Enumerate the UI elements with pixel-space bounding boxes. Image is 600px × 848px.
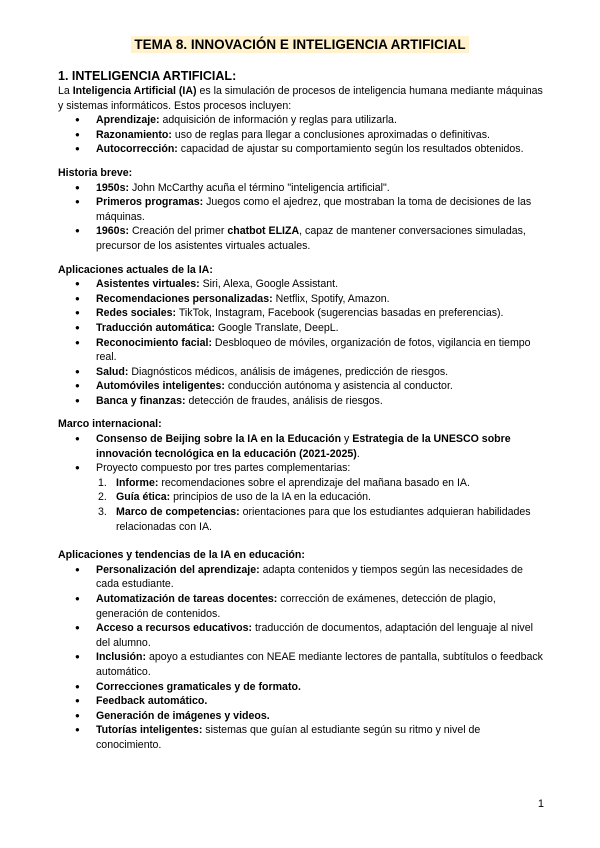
item-desc: Netflix, Spotify, Amazon. [272,292,390,305]
item-term: Acceso a recursos educativos: [96,622,253,635]
item-term: Correcciones gramaticales y de formato. [96,680,301,693]
item-term: Informe: [116,476,159,489]
section-heading-historia: Historia breve: [58,166,133,179]
title-wrap [0,36,600,54]
item-term: Recomendaciones personalizadas: [96,292,273,305]
item-term: Redes sociales: [96,307,177,320]
list-item [96,142,544,157]
list-item [96,394,544,409]
item-bold: Consenso de Beijing sobre la IA en la Educación [96,433,342,446]
item-term: Generación de imágenes y videos. [96,709,270,722]
item-term: Aprendizaje: [96,114,160,127]
item-desc: John McCarthy acuña el término "inteligencia artificial". [129,181,390,194]
item-term: Primeros programas: [96,196,204,209]
list-item [96,461,544,476]
marco-list [58,432,544,476]
item-term: Reconocimiento facial: [96,336,212,349]
item-term: Banca y finanzas: [96,394,186,407]
item-desc: principios de uso de la IA en la educación. [170,491,371,504]
list-item [96,723,544,752]
item-desc: TikTok, Instagram, Facebook (sugerencias basadas en preferencias). [176,307,504,320]
page-title: TEMA 8. INNOVACIÓN E INTELIGENCIA ARTIFICIAL [131,36,468,53]
section-heading-marco: Marco internacional: [58,418,162,431]
item-desc: Desbloqueo de móviles, organización de fotos, vigilancia en tiempo real. [96,336,531,364]
item-term: Autocorrección: [96,143,178,156]
numbered-item [98,505,544,534]
item-desc: conducción autónoma y asistencia al conductor. [224,380,453,393]
item-desc: Juegos como el ajedrez, que mostraban la toma de decisiones de las máquinas. [96,196,532,223]
item-desc: y [341,433,353,446]
item-term: Inclusión: [96,651,147,664]
item-desc: adapta contenidos y tiempos según las necesidades de cada estudiante. [96,563,523,591]
list-item [96,592,544,621]
item-term: Automatización de tareas docentes: [96,593,278,605]
list-item [96,113,544,128]
item-desc: orientaciones para que los estudiantes adquieran habilidades relacionadas con IA. [116,506,531,533]
item-term: Guía ética: [116,491,171,504]
page-number: 1 [537,798,544,810]
item-term: Marco de competencias: [116,506,240,519]
list-item [96,432,544,461]
educacion-list [58,563,544,753]
list-item [96,336,544,365]
item-desc: capacidad de ajustar su comportamiento según los resultados obtenidos. [177,143,524,156]
item-term: Traducción automática: [96,321,215,334]
intro-pre: La [58,85,73,97]
item-term: 1960s: [96,225,129,238]
list-item [96,128,544,143]
item-desc: , capaz de mantener conversaciones simuladas, precursor de los asistentes virtuales actuales. [96,225,526,252]
item-bold: Estrategia de la UNESCO sobre innovación tecnológica en la educación (2021-2025) [96,433,511,460]
list-item [96,379,544,394]
spacer [58,534,544,548]
numbered-item [98,476,544,491]
item-desc: detección de fraudes, análisis de riesgos. [185,394,383,407]
item-term: Asistentes virtuales: [96,278,200,291]
ia-process-list [58,113,544,157]
item-number: 1. [98,476,107,489]
item-term: 1950s: [96,181,129,194]
list-item [96,563,544,592]
list-item [96,195,544,224]
item-desc: uso de reglas para llegar a conclusiones aproximadas o definitivas. [171,128,490,141]
item-desc: Diagnósticos médicos, análisis de imágenes, predicción de riesgos. [128,365,449,378]
marco-sublist [58,476,544,534]
item-desc: adquisición de información y reglas para utilizarla. [159,114,397,127]
section-heading-ia: 1. INTELIGENCIA ARTIFICIAL: [58,69,237,83]
list-item [96,365,544,380]
list-item [96,292,544,307]
item-desc: . [356,447,360,460]
list-item [96,709,544,724]
item-number: 2. [98,491,107,504]
item-desc: traducción de documentos, adaptación del lenguaje al nivel del alumno. [96,622,533,649]
aplicaciones-list [58,277,544,408]
list-item [96,680,544,695]
list-item [96,694,544,709]
list-item [96,650,544,679]
item-desc: corrección de exámenes, detección de plagio, generación de contenidos. [96,593,496,620]
item-number: 3. [98,506,107,519]
item-desc: recomendaciones sobre el aprendizaje del mañana basado en IA. [158,476,470,489]
document-body [58,68,544,753]
intro-post: es la simulación de procesos de inteligencia humana mediante máquinas y sistemas informáticos. Estos procesos incluyen: [58,85,543,112]
historia-list [58,181,544,254]
item-desc: Proyecto compuesto por tres partes complementarias: [96,462,351,475]
list-item [96,224,544,253]
item-term: Automóviles inteligentes: [96,380,225,393]
list-item [96,621,544,650]
intro-bold: Inteligencia Artificial (IA) [72,85,197,97]
item-desc: Creación del primer [129,225,228,238]
item-term: Tutorías inteligentes: [96,724,203,737]
section-heading-educacion: Aplicaciones y tendencias de la IA en educación: [58,549,305,562]
list-item [96,181,544,196]
item-term: Personalización del aprendizaje: [96,563,260,576]
item-desc: Google Translate, DeepL. [214,321,339,334]
section-heading-aplicaciones: Aplicaciones actuales de la IA: [58,263,213,276]
item-desc: apoyo a estudiantes con NEAE mediante lectores de pantalla, subtítulos o feedback automático. [96,651,543,678]
numbered-item [98,490,544,505]
list-item [96,277,544,292]
item-desc: sistemas que guían al estudiante según su ritmo y nivel de conocimiento. [96,724,481,751]
list-item [96,321,544,336]
item-term: Feedback automático. [96,695,208,708]
list-item [96,306,544,321]
item-term: Salud: [96,365,129,378]
item-bold: chatbot ELIZA [227,225,300,238]
item-term: Razonamiento: [96,128,172,141]
intro-paragraph [58,84,544,113]
item-desc: Siri, Alexa, Google Assistant. [199,278,339,291]
